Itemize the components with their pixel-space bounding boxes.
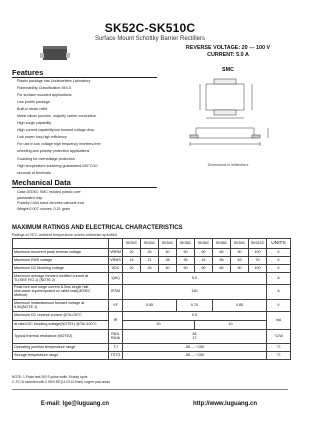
value-cell: 20 (123, 249, 141, 257)
list-item: Plastic package has Underwriters Laboratory (17, 79, 91, 83)
param-line: Maximum average forward rectified current at (14, 273, 89, 278)
ratings-note: Ratings at 25°C ambient temperature unless otherwise specified (12, 233, 117, 237)
package-label: SMC (222, 67, 234, 73)
value-cell: 80 (213, 265, 231, 273)
symbol-cell: VRMS (109, 257, 123, 265)
value-cell: 50 (177, 249, 195, 257)
param-cell (13, 273, 109, 285)
param-line: Peak fore and surge current 8.3ms single half (14, 285, 89, 290)
features-heading: Features (12, 68, 44, 77)
header-cell: SK58C (213, 239, 231, 249)
header-cell: UNITS (267, 239, 291, 249)
unit-cell: °C/W (267, 330, 291, 344)
list-item: Flammability Classification 94V-0 (17, 86, 72, 91)
value-cell: 150 (123, 285, 267, 300)
footer-divider (12, 389, 288, 390)
mechanical-list (17, 190, 157, 212)
list-item: High surge capability (17, 121, 52, 126)
value-cell (123, 330, 267, 344)
list-item: wheeling,and polarity protection applications (17, 149, 90, 154)
value-cell: 0.55 (123, 300, 177, 312)
value-cell: 20 (123, 321, 195, 330)
value-cell: 5.0 (123, 273, 267, 285)
value-cell: 14 (123, 257, 141, 265)
symbol-line: RθJL (111, 331, 120, 336)
value-cell: 28 (159, 257, 177, 265)
note-line: NOTE: 1.Pulse test:300 S pulse width,1%duty cycle (12, 375, 88, 379)
value-cell: -55 --- +150 (123, 344, 267, 352)
table-row (13, 330, 291, 344)
symbol-cell: IFSM (109, 285, 123, 300)
param-cell: Maximum DC reverse current @TA=25°C (13, 312, 109, 321)
value-cell: 10 (195, 321, 267, 330)
value-cell: 35 (177, 257, 195, 265)
param-line: Maximum instantaneous forward voltage at (14, 300, 85, 305)
param-cell: Storage temperature range (13, 352, 109, 360)
table-row (13, 321, 291, 330)
list-item: For use in low voltage high frequency inverters,free (17, 142, 101, 147)
list-item: High temperature soldering guaranteed:250°C/10 (17, 163, 98, 168)
value-cell: 20 (123, 265, 141, 273)
param-cell: Typical thermal resistance (NOTE2) (13, 330, 109, 344)
param-cell: Maximum RMS voltage (13, 257, 109, 265)
value-cell: 30 (141, 265, 159, 273)
value-line: 55 (192, 331, 197, 336)
value-cell: 80 (213, 249, 231, 257)
value-cell: 100 (249, 249, 267, 257)
smc-package-icon (40, 44, 70, 62)
header-cell: SK53C (141, 239, 159, 249)
symbol-cell: VF (109, 300, 123, 312)
header-cell: SK55C (177, 239, 195, 249)
list-item: Built-in strain relief (17, 107, 48, 112)
mechanical-divider (12, 187, 157, 188)
param-cell (13, 285, 109, 300)
value-cell: 30 (141, 249, 159, 257)
symbol-cell: IR (109, 312, 123, 330)
value-cell: 60 (195, 249, 213, 257)
symbol-cell: VDC (109, 265, 123, 273)
list-item: Guarding for overvoltage protection (17, 156, 75, 161)
table-row (13, 285, 291, 300)
value-cell: -55 --- +150 (123, 352, 267, 360)
value-line: 17 (192, 335, 197, 340)
reverse-voltage-spec: REVERSE VOLTAGE: 20 --- 100 V (185, 45, 271, 51)
table-row (13, 300, 291, 312)
table-row (13, 352, 291, 360)
table-row (13, 273, 291, 285)
value-cell: 63 (231, 257, 249, 265)
notes (12, 375, 290, 384)
value-cell: 0.85 (213, 300, 267, 312)
list-item: Metal silicon junction, majority carrier conduction (17, 114, 97, 119)
param-line: Method) (14, 292, 28, 297)
table-row (13, 265, 291, 273)
header-cell (109, 239, 123, 249)
footer-email: E-mail: lge@luguang.cn (40, 401, 110, 407)
value-cell: 0.5 (123, 312, 267, 321)
param-cell: Operating junction temperature range (13, 344, 109, 352)
unit-cell: V (267, 265, 291, 273)
list-item: For surface mounted applications (17, 93, 72, 98)
list-item: seconds at terminals (17, 170, 51, 175)
value-cell: 60 (195, 265, 213, 273)
unit-cell: V (267, 300, 291, 312)
table-row (13, 312, 291, 321)
param-line: TL(SEE FIG.1) (NOTE 2) (14, 277, 56, 282)
ratings-table (12, 238, 291, 360)
table-row (13, 257, 291, 265)
unit-cell: A (267, 285, 291, 300)
value-cell: 56 (213, 257, 231, 265)
value-cell: 40 (159, 265, 177, 273)
list-item: Polarity:Color band denotes cathode end (17, 201, 84, 206)
table-row (13, 344, 291, 352)
header-cell: SK510C (249, 239, 267, 249)
unit-cell: mA (267, 312, 291, 330)
dimension-drawing-icon (168, 78, 288, 160)
dimensions-caption: Dimensions in millimeters (207, 163, 249, 167)
features-list (17, 78, 157, 177)
value-cell: 50 (177, 265, 195, 273)
value-cell: 70 (249, 257, 267, 265)
value-cell: 90 (231, 249, 249, 257)
footer-website: http://www.luguang.cn (192, 401, 258, 407)
symbol-cell: VRRM (109, 249, 123, 257)
current-spec: CURRENT: 5.0 A (207, 52, 249, 58)
table-header-row (13, 239, 291, 249)
value-cell: 40 (159, 249, 177, 257)
header-cell: SK56C (195, 239, 213, 249)
list-item: passivated chip (17, 195, 43, 200)
unit-cell: °C (267, 344, 291, 352)
symbol-cell: TSTG (109, 352, 123, 360)
page-subtitle: Surface Mount Schottky Barrier Rectifiers (94, 36, 206, 42)
param-line: sine-wave superimposed on rated load(JEDEC (14, 289, 91, 294)
value-cell: 0.70 (177, 300, 213, 312)
unit-cell: V (267, 249, 291, 257)
list-item: Low power loss,high efficiency (17, 135, 67, 140)
symbol-cell: TJ (109, 344, 123, 352)
value-cell: 100 (249, 265, 267, 273)
param-cell: Maximum recurrent peak reverse voltage (13, 249, 109, 257)
header-cell (13, 239, 109, 249)
param-cell: Maximum DC blocking voltage (13, 265, 109, 273)
header-cell: SK54C (159, 239, 177, 249)
header-cell: SK59C (231, 239, 249, 249)
ratings-heading: MAXIMUM RATINGS AND ELECTRICAL CHARACTERISTICS (12, 225, 183, 231)
unit-cell: A (267, 273, 291, 285)
list-item: Case:JEDEC SMC molded plastic over (17, 190, 81, 194)
param-line: 5.0A(NOTE 1) (14, 304, 38, 309)
note-line: 2. P.C.B mounted with 0.55*0.55"(14.0X14.0mm) copper pad areas (12, 379, 110, 384)
list-item: Low profile package (17, 100, 50, 105)
list-item: High current capability,low forward voltage drop (17, 128, 95, 133)
symbol-line: RθJA (110, 335, 121, 340)
value-cell: 90 (231, 265, 249, 273)
mechanical-heading: Mechanical Data (12, 178, 71, 187)
unit-cell: °C (267, 352, 291, 360)
symbol-cell: I(AV) (109, 273, 123, 285)
page-title: SK52C-SK510C (104, 21, 196, 35)
table-row (13, 249, 291, 257)
list-item: Weight:0.007 ounces, 0.21 gram (17, 206, 71, 211)
param-cell (13, 300, 109, 312)
param-cell: at rated DC blocking voltage(NOTE1) @TA=100°C (13, 321, 109, 330)
symbol-cell (109, 330, 123, 344)
value-cell: 42 (195, 257, 213, 265)
unit-cell: V (267, 257, 291, 265)
value-cell: 21 (141, 257, 159, 265)
header-cell: SK52C (123, 239, 141, 249)
